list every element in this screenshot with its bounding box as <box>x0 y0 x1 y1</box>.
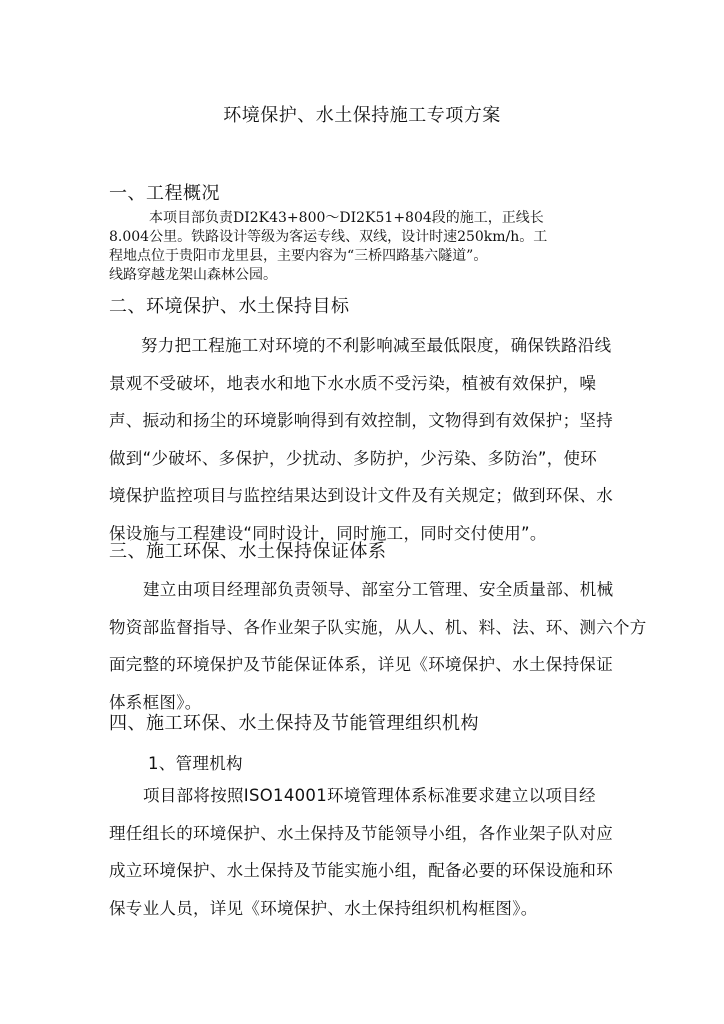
paragraph-line: 努力把工程施工对环境的不利影响减至最低限度，确保铁路沿线 <box>141 336 612 355</box>
section-paragraph-organization <box>109 777 619 927</box>
paragraph-line: 建立由项目经理部负责领导、部室分工管理、安全质量部、机械 <box>143 580 614 599</box>
paragraph-line: 线路穿越龙架山森林公园。 <box>109 267 277 283</box>
section-heading-organization: 四、施工环保、水土保持及节能管理组织机构 <box>109 713 479 734</box>
paragraph-line: 理任组长的环境保护、水土保持及节能领导小组，各作业架子队对应 <box>109 823 613 843</box>
paragraph-line: 境保护监控项目与监控结果达到设计文件及有关规定；做到环保、水 <box>109 486 613 505</box>
paragraph-line: 本项目部负责DI2K43+800～DI2K51+804段的施工，正线长 <box>149 210 544 226</box>
paragraph-line: 体系框图》。 <box>109 692 202 712</box>
paragraph-line: 面完整的环境保护及节能保证体系，详见《环境保护、水土保持保证 <box>109 655 613 674</box>
paragraph-line: 物资部监督指导、各作业架子队实施，从人、机、料、法、环、测六个方 <box>109 617 647 637</box>
section-heading-assurance: 三、施工环保、水土保持保证体系 <box>109 541 387 562</box>
paragraph-line: 声、振动和扬尘的环境影响得到有效控制，文物得到有效保护；坚持 <box>109 411 613 430</box>
paragraph-line: 项目部将按照ISO14001环境管理体系标准要求建立以项目经 <box>143 786 596 805</box>
document-title: 环境保护、水土保持施工专项方案 <box>223 105 501 126</box>
section-heading-overview: 一、工程概况 <box>109 183 220 204</box>
section-heading-goals: 二、环境保护、水土保持目标 <box>109 296 350 317</box>
subheading-management: 1、管理机构 <box>148 754 243 773</box>
section-paragraph-overview <box>109 209 619 285</box>
paragraph-line: 景观不受破坏，地表水和地下水水质不受污染，植被有效保护，噪 <box>109 373 597 393</box>
section-paragraph-assurance <box>109 571 647 721</box>
paragraph-line: 8.004公里。铁路设计等级为客运专线、双线，设计时速250km/h。工 <box>109 229 548 245</box>
paragraph-line: 保设施与工程建设“同时设计，同时施工，同时交付使用”。 <box>109 523 547 543</box>
paragraph-line: 成立环境保护、水土保持及节能实施小组，配备必要的环保设施和环 <box>109 861 613 880</box>
paragraph-line: 程地点位于贵阳市龙里县，主要内容为“三桥四路基六隧道”。 <box>109 248 488 264</box>
section-paragraph-goals <box>109 327 619 552</box>
paragraph-line: 保专业人员，详见《环境保护、水土保持组织机构框图》。 <box>109 898 538 918</box>
paragraph-line: 做到“少破坏、多保护，少扰动、多防护，少污染、多防治”，使环 <box>109 448 598 468</box>
